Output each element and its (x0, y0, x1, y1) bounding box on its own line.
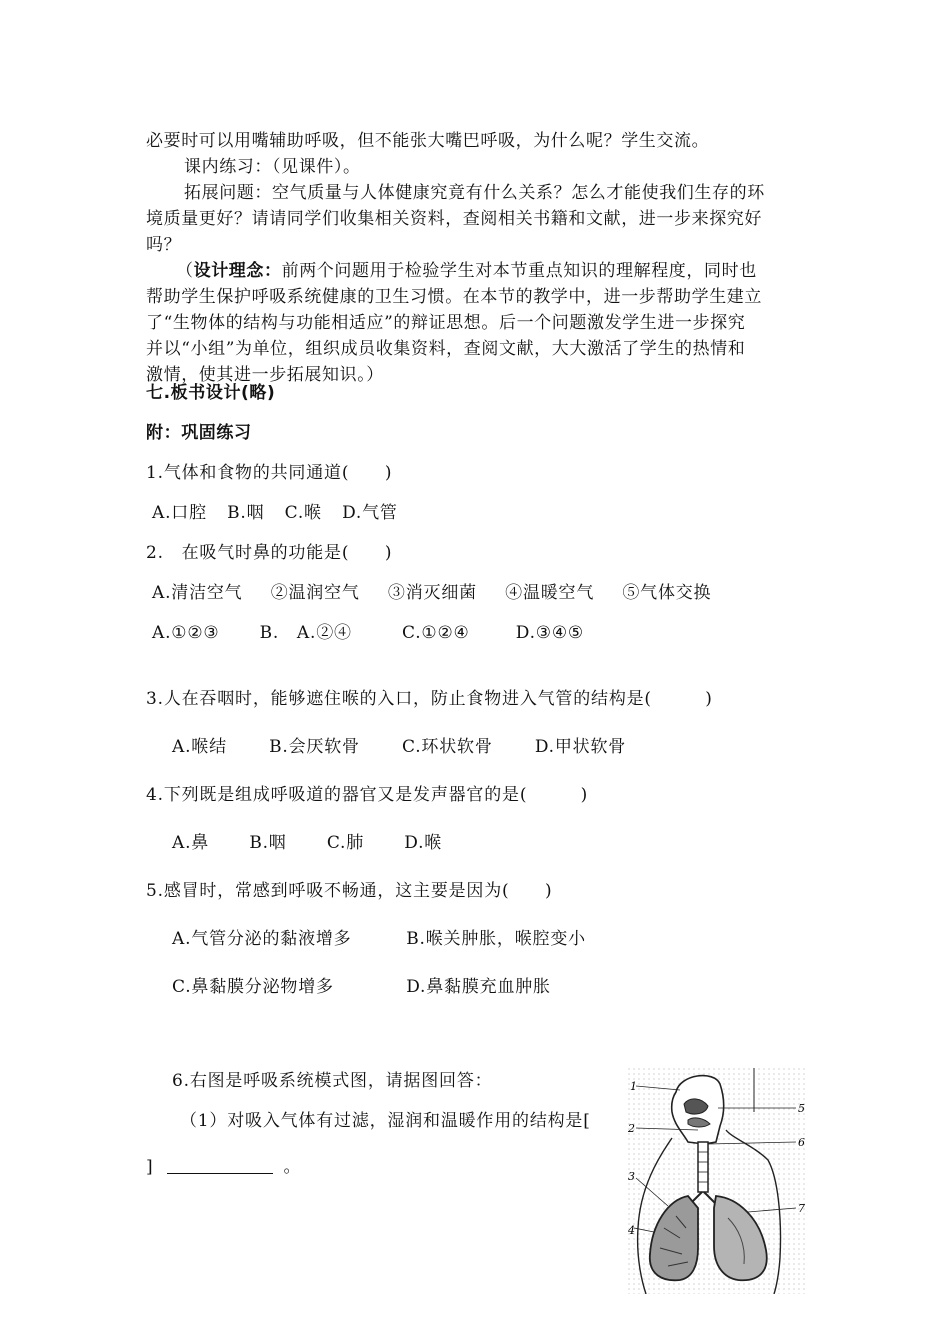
trachea (698, 1142, 708, 1192)
option: C.①②④ (402, 623, 470, 643)
question-6-stem: 6.右图是呼吸系统模式图，请据图回答： (172, 1071, 493, 1091)
label-3: 3 (628, 1170, 635, 1183)
exercise-note: 课内练习：（见课件）。 (184, 157, 361, 177)
design-concept-label: 设计理念： (193, 261, 282, 281)
label-5: 5 (798, 1102, 805, 1115)
option: C.环状软骨 (402, 737, 493, 757)
option: A.气管分泌的黏液增多 (172, 929, 352, 949)
option: ⑤气体交换 (622, 583, 712, 603)
extension-question-line: 吗？ (146, 235, 182, 255)
option: B.咽 (249, 833, 287, 853)
label-4: 4 (628, 1224, 635, 1237)
option: C.肺 (326, 833, 365, 853)
option: A.鼻 (172, 833, 210, 853)
design-concept-line: 并以“小组”为单位，组织成员收集资料，查阅文献，大大激活了学生的热情和 (146, 339, 746, 359)
design-concept-line: 了“生物体的结构与功能相适应”的辩证思想。后一个问题激发学生进一步探究 (146, 313, 746, 333)
question-5-options-row2 (172, 972, 551, 997)
option: B. A.②④ (259, 623, 352, 643)
option: D.气管 (342, 503, 398, 523)
option: ④温暖空气 (505, 583, 595, 603)
bracket-close: ] (146, 1157, 154, 1177)
option: D.甲状软骨 (534, 737, 627, 757)
question-2-items (152, 578, 711, 603)
option: C.鼻黏膜分泌物增多 (172, 977, 334, 997)
question-4-options (172, 828, 442, 853)
question-6-sub1-line2 (146, 1152, 301, 1177)
respiratory-diagram (628, 1068, 808, 1294)
option: A.清洁空气 (152, 583, 243, 603)
option: A.口腔 (152, 503, 207, 523)
option: B.喉关肿胀，喉腔变小 (406, 929, 586, 949)
question-2-options (152, 618, 584, 643)
question-3-options (172, 732, 626, 757)
answer-blank[interactable] (167, 1157, 273, 1174)
question-1-stem: 1.气体和食物的共同通道( ) (146, 463, 393, 483)
paragraph-line: 必要时可以用嘴辅助呼吸，但不能张大嘴巴呼吸，为什么呢？学生交流。 (146, 131, 710, 151)
label-6: 6 (798, 1136, 805, 1149)
design-concept-line: 激情，使其进一步拓展知识。） (146, 365, 384, 385)
extension-question-line: 境质量更好？请请同学们收集相关资料，查阅相关书籍和文献，进一步来探究好 (146, 209, 762, 229)
option: D.鼻黏膜充血肿胀 (406, 977, 551, 997)
design-concept-line: 帮助学生保护呼吸系统健康的卫生习惯。在本节的教学中，进一步帮助学生建立 (146, 287, 762, 307)
period: 。 (283, 1157, 302, 1177)
option: D.③④⑤ (515, 623, 584, 643)
question-3-stem: 3.人在吞咽时，能够遮住喉的入口，防止食物进入气管的结构是( ) (146, 689, 713, 709)
question-6-sub1-line1: （1）对吸入气体有过滤，湿润和温暖作用的结构是[ (180, 1111, 591, 1131)
option: A.①②③ (152, 623, 220, 643)
option: A.喉结 (172, 737, 227, 757)
section-heading-appendix: 附：巩固练习 (146, 423, 252, 443)
design-concept-text: 前两个问题用于检验学生对本节重点知识的理解程度，同时也 (281, 261, 757, 281)
option: B.会厌软骨 (269, 737, 360, 757)
question-5-stem: 5.感冒时，常感到呼吸不畅通，这主要是因为( ) (146, 881, 553, 901)
question-1-options (152, 498, 398, 523)
option: D.喉 (404, 833, 443, 853)
extension-question-line: 拓展问题：空气质量与人体健康究竟有什么关系？怎么才能使我们生存的环 (184, 183, 765, 203)
question-4-stem: 4.下列既是组成呼吸道的器官又是发声器官的是( ) (146, 785, 589, 805)
design-concept-line (176, 256, 757, 281)
question-2-stem: 2. 在吸气时鼻的功能是( ) (146, 543, 393, 563)
label-7: 7 (798, 1202, 805, 1215)
option: ②温润空气 (270, 583, 360, 603)
option: C.喉 (284, 503, 322, 523)
paren-open: （ (176, 261, 194, 281)
label-1: 1 (630, 1080, 637, 1093)
section-heading-board: 七.板书设计(略) (146, 383, 276, 403)
label-2: 2 (628, 1122, 635, 1135)
option: B.咽 (227, 503, 265, 523)
question-5-options-row1 (172, 924, 586, 949)
respiratory-system-figure (628, 1068, 808, 1294)
option: ③消灭细菌 (387, 583, 477, 603)
